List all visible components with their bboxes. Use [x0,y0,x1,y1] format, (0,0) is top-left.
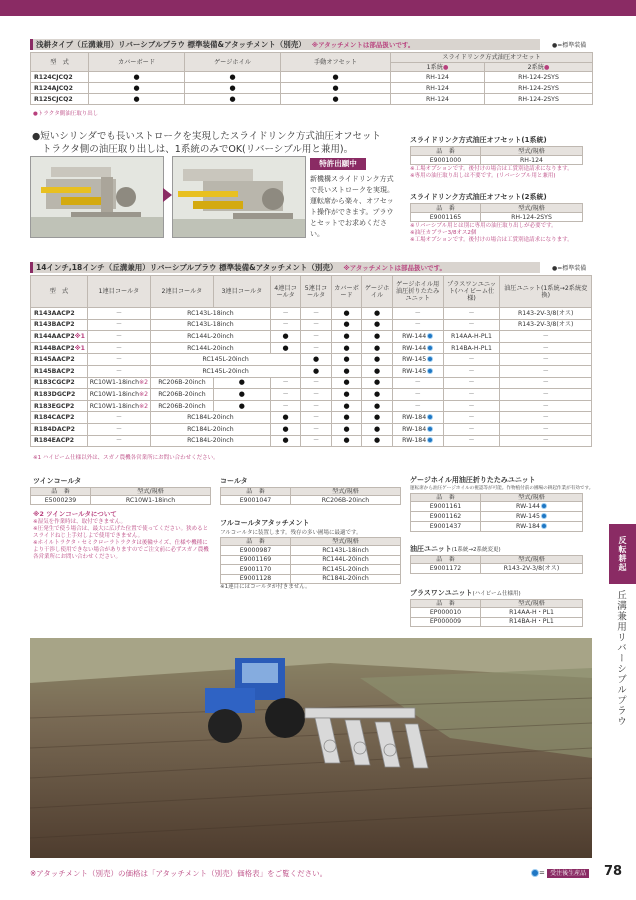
slide2-title: スライドリンク方式油圧オフセット(2系統) [410,193,547,201]
after-sale-icon [541,503,547,509]
after-sale-icon [427,437,433,443]
hyd-title: 油圧ユニット(1系統→2系統変更) [410,545,501,553]
section-side-title: 丘溝兼用リバーシブルプラウ [615,590,626,727]
table-row: R183CGCP2 RC10W1-18inch※2 RC206B-20inch ● － － ● ● － － － [31,377,592,389]
after-sale-icon [541,513,547,519]
table-row: E9001162 RW-145 [411,512,583,522]
th-s2: 2系統● [485,63,593,72]
patent-badge: 特許出願中 [310,158,366,170]
table-row: E5000239 RC10W1-18inch [31,496,211,505]
table-row: R184EACP2 － RC184L-20inch ● － ● ● RW-184 － － [31,435,592,447]
slide-link-photo-before [30,156,164,238]
coulter-title: コールタ [220,477,248,485]
section-tab: 反転耕起 [609,524,636,584]
legend-standard: ●=標準装備 [552,42,587,49]
table-row: R184DACP2 － RC184L-20inch ● － ● ● RW-184 － － [31,423,592,435]
table-row: E9001437 RW-184 [411,522,583,532]
feature-headline-1: ●短いシリンダでも長いストロークを実現したスライドリンク方式油圧オフセット [32,131,382,142]
footer-note: ※アタッチメント（別売）の価格は「アタッチメント（別売）価格表」をご覧ください。 [30,869,328,878]
table-row: R183DGCP2 RC10W1-18inch※2 RC206B-20inch ● － － ● ● － － － [31,389,592,401]
feature-description: 新機構スライドリンク方式で長いストロークを実現。運転席から楽々、オフセット操作ができます。プラウとセットでお求めください。 [310,175,394,238]
gauge-fold-subtitle: 運転席から油圧ゲージホイルの視認等が可能。作物植付前の圃場の耕起作業が有効です。 [410,486,594,491]
table-row: E9001170 RC145L-20inch [221,565,401,575]
th-gauge: ゲージホイル [185,53,281,72]
twin-note-title: ※2 ツインコールタについて [33,510,117,518]
sec2-table: 型 式 1連目コールタ 2連目コールタ 3連目コールタ 4連目コールタ 5連目コールタ カバーボード ゲージホイル ゲージホイル用油圧折りたたみユニット プラスワンユニット(ハイビーム仕様) 油圧ユニット(1系統→2系統変換) R143AACP2 － RC143L-18inch － － ● ● － － R143-2V-3/8(オス) R143BACP2 － RC143L-18inch － － ● ● － － R143-2V-3/8(オス) R144AACP2※1 － RC144L-20inch ● － ● ● RW-144 R14AA-H-PL1 － R144BACP2※1 － RC144L-20inch ● － ● ● RW-144 R14BA-H-PL1 － R145AACP2 － RC145L-20inch ● ● ● RW-145 － － R145BACP2 － RC145L-20inch ● ● ● RW-145 － － R183CGCP2 RC10W1-18inch※2 RC206B-20inch ● － － ● ● － － － R183DGCP2 RC10W1-18inch※2 RC206B-20inch ● － － ● ● － － － R183EGCP2 RC10W1-18inch※2 RC206B-20inch ● － － ● ● － － － R184CACP2 － RC184L-20inch ● － ● ● RW-184 － － R184DACP2 － RC184L-20inch ● － ● ● RW-184 － － R184EACP2 － RC184L-20inch ● － ● ● RW-184 － － [30,275,592,447]
footer-legend: = 受注後生産品 [530,868,589,877]
gauge-fold-title: ゲージホイル用油圧折りたたみユニット [410,476,536,484]
slide2-table: 品 番 型式/規格 E9001165 RH-124-2SYS [410,203,583,222]
full-table: 品 番 型式/規格 E9000987 RC143L-18inch E9001169 RC144L-20inch E9001170 RC145L-20inch E9001128 RC184L-20inch [220,537,401,584]
full-title: フルコールタアタッチメント [220,519,310,527]
plusone-title: プラスワンユニット(ハイビーム仕様用) [410,589,521,597]
th-model: 型 式 [31,53,89,72]
after-sale-badge: 受注後生産品 [547,869,589,878]
table-row: R143AACP2 － RC143L-18inch － － ● ● － － R143-2V-3/8(オス) [31,308,592,320]
table-row: E9001000 RH-124 [411,156,583,165]
page-number: 78 [604,864,623,879]
slide1-notes: ※工場オプションです。後付けの場合は工賃別途請求になります。 ※専用の油圧取り出しは不要です。(リバーシブル用と兼用) [410,166,573,179]
slide-link-photo-after [172,156,306,238]
twin-notes: ※湿気を作業時は、取付できません。 ※圧発生で使う場合は、最大に広げた位置で使ってください。狭めるとスライドねじ上手対しよで使用できません。 ※ホイルトラクタ・セミクローラトラクタは後輪サイズ、仕様や機種により干渉し使用できない場合がありますのでご注文前に必ずスガノ農機各営業所にお問い合わせください。 [33,519,209,560]
section1-note: ※アタッチメントは部品扱いです。 [311,41,415,49]
after-sale-icon [541,523,547,529]
table-row: E9001172 R143-2V-3/8(オス) [411,564,583,574]
after-sale-icon [427,345,433,351]
table-row: EP000009 R14BA-H・PL1 [411,617,583,627]
section1-header [30,39,540,50]
table-row: R125CJCQ2 ● ● ● RH-124 RH-124-2SYS [31,94,593,105]
table-row: R144AACP2※1 － RC144L-20inch ● － ● ● RW-144 R14AA-H-PL1 － [31,331,592,343]
table-row: R124CJCQ2 ● ● ● RH-124 RH-124-2SYS [31,72,593,83]
arrow-right-icon [163,188,172,202]
legend-standard-2: ●=標準装備 [552,265,587,272]
section2-header [30,262,540,273]
section1-title: 浅耕タイプ（丘溝兼用）リバーシブルプラウ 標準装備&アタッチメント（別売） [36,40,306,49]
table-row: R144BACP2※1 － RC144L-20inch ● － ● ● RW-144 R14BA-H-PL1 － [31,342,592,354]
table-row: E9000987 RC143L-18inch [221,546,401,556]
table-row: R124AJCQ2 ● ● ● RH-124 RH-124-2SYS [31,83,593,94]
coulter-table: 品 番 型式/規格 E9001047 RC206B-20inch [220,487,401,505]
after-sale-icon [531,869,539,877]
after-sale-icon [427,414,433,420]
sec2-footnote: ※1 ハイビーム仕様以外は、スガノ農機各営業所にお問い合わせください。 [33,455,219,461]
slide2-notes: ※リバーシブル用とは別に専用の油圧取り出しが必要です。 ※油圧カプラー3/8オス2個 ※工場オプションです。後付けの場合は工賃別途請求になります。 [410,223,573,243]
th-offset: 手動オフセット [281,53,391,72]
sec1-table [30,52,593,105]
slide1-title: スライドリンク方式油圧オフセット(1系統) [410,136,547,144]
hyd-table: 品 番 型式/規格 E9001172 R143-2V-3/8(オス) [410,555,583,574]
table-row: E9001169 RC144L-20inch [221,555,401,565]
twin-title: ツインコールタ [33,477,82,485]
full-subtitle: フルコールタに装置します。残存の多い圃場に最適です。 [220,530,362,536]
table-row: R145BACP2 － RC145L-20inch ● ● ● RW-145 － － [31,365,592,377]
table-row: E9001047 RC206B-20inch [221,496,401,505]
table-row: EP000010 R14AA-H・PL1 [411,608,583,618]
after-sale-icon [427,333,433,339]
table-row: E9001165 RH-124-2SYS [411,213,583,222]
tractor-field-photo [30,638,592,858]
table-row: R145AACP2 － RC145L-20inch ● ● ● RW-145 － － [31,354,592,366]
th-slide: スライドリンク方式油圧オフセット [391,53,593,63]
plusone-table: 品 番 型式/規格 EP000010 R14AA-H・PL1 EP000009 R14BA-H・PL1 [410,599,583,627]
after-sale-icon [427,368,433,374]
table-row: R184CACP2 － RC184L-20inch ● － ● ● RW-184 － － [31,412,592,424]
sec1-footnote: ●トラクタ側油圧取り出し [33,111,99,117]
top-color-bar [0,0,636,16]
section2-note: ※アタッチメントは部品扱いです。 [343,264,446,272]
full-note: ※1連目にはコールタが付きません。 [220,584,311,590]
th-s1: 1系統● [391,63,485,72]
table-row: E9001161 RW-144 [411,502,583,512]
gauge-fold-table: 品 番 型式/規格 E9001161 RW-144 E9001162 RW-145 E9001437 RW-184 [410,493,583,532]
table-row: E9001128 RC184L-20inch [221,574,401,584]
after-sale-icon [427,356,433,362]
table-row: R143BACP2 － RC143L-18inch － － ● ● － － R143-2V-3/8(オス) [31,319,592,331]
after-sale-icon [427,426,433,432]
twin-table: 品 番 型式/規格 E5000239 RC10W1-18inch [30,487,211,505]
table-row: R183EGCP2 RC10W1-18inch※2 RC206B-20inch ● － － ● ● － － － [31,400,592,412]
slide1-table: 品 番 型式/規格 E9001000 RH-124 [410,146,583,165]
feature-headline-2: トラクタ側の油圧取り出しは、1系統のみでOK(リバーシブル用と兼用)。 [42,144,354,155]
section2-title: 14インチ,18インチ（丘溝兼用）リバーシブルプラウ 標準装備&アタッチメント（別売） [36,263,338,272]
th-cover: カバーボード [89,53,185,72]
